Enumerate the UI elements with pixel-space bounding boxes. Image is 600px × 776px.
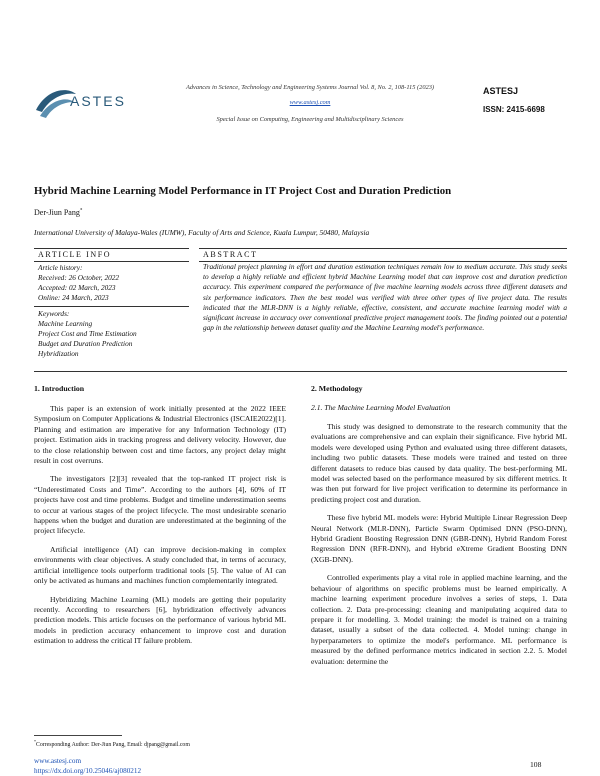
paragraph: The investigators [2][3] revealed that the top-ranked IT project risk is “Underestimated Costs and Time”. According to the authors [4], 60% of IT projects have cost and time problems. Budget and timeline underestimation seems to occur at various stages of the project lifecycle. The most undesirable scenario happens when the budget and duration are underestimated at the beginning of the project lifecycle. [34, 474, 286, 536]
abstract-heading: ABSTRACT [203, 250, 258, 259]
online-date: Online: 24 March, 2023 [38, 293, 109, 302]
keyword-item: Hybridization [38, 349, 79, 358]
footnote-text: Corresponding Author: Der-Jiun Pang, Email: djpang@gmail.com [36, 741, 190, 748]
paragraph: These five hybrid ML models were: Hybrid Multiple Linear Regression Deep Neural Network (MLR-DNN), Particle Swarm Optimised DNN (PSO-DNN), Hybrid Gradient Boosting Regression DNN (GBR-DNN), Hybrid Random Forest Regression DNN (RFR-DNN), and Hybrid eXtreme Gradient Boosting DNN (XGB-DNN). [311, 513, 567, 564]
issn-label: ISSN: 2415-6698 [483, 105, 545, 114]
abstract-text: Traditional project planning in effort and duration estimation techniques remain low to medium accurate. This study seeks to develop a highly reliable and efficient hybrid Machine Learning model that can improve cost and duration prediction accuracy. This experiment compared the performance of five machine learning models across three different datasets and six performance indicators. Then the best model was verified with three other types of live project data. The results indicated that the MLR-DNN is a highly reliable, effective, consistent, and accurate machine learning model with a significant increase in accuracy over conventional predictive project management tools. The finding pointed out a potential gap in the relationship between dataset quality and the Machine Learning model's performance. [203, 262, 567, 333]
section-heading-methodology: 2. Methodology [311, 384, 363, 393]
article-info-rule [34, 248, 189, 249]
author-name [34, 208, 82, 217]
article-info-rule-bottom [34, 261, 189, 262]
journal-brand: ASTESJ [483, 86, 519, 96]
introduction-body [34, 404, 286, 655]
journal-url-link[interactable]: www.astesj.com [289, 99, 331, 106]
methodology-body [311, 422, 567, 675]
section-divider [34, 371, 567, 372]
footnote-rule [34, 735, 122, 736]
history-label: Article history: [38, 263, 83, 272]
author-mark: * [79, 208, 83, 214]
keyword-item: Machine Learning [38, 319, 93, 328]
author-text: Der-Jiun Pang [34, 208, 80, 217]
paragraph: This paper is an extension of work initially presented at the 2022 IEEE Symposium on Computer Applications & Industrial Electronics (ISCAIE2022)[1]. Planning and estimation are imperative for any Information Technology (IT) project. Estimation aids in tracking progress and delivery velocity. However, due to the close relationship between cost and time factors, any project delay might result in cost overruns. [34, 404, 286, 466]
paragraph: Controlled experiments play a vital role in applied machine learning, and the behaviour of algorithms on specific problems must be learned empirically. A machine learning experiment procedure involves a series of steps, 1. Data collection. 2. Data pre-processing: cleaning and manipulating acquired data to prepare it for modelling. 3. Model training: the model is trained on a training dataset, usually a subset of the data collected. 4. Model tuning: change in hyperparameters to optimize the model's performance. ML performance is measured by the defined performance metrics indicated in section 2.2. 5. Model evaluation: determine the [311, 573, 567, 666]
page-number: 108 [530, 760, 542, 769]
journal-citation: Advances in Science, Technology and Engineering Systems Journal Vol. 8, No. 2, 108-115 (2023) [185, 84, 435, 91]
abstract-rule [199, 248, 567, 249]
keywords-rule [34, 306, 189, 307]
footnote-mark: * [34, 739, 36, 744]
paragraph: This study was designed to demonstrate to the research community that the evaluations are comprehensive and can explain their significance. Five hybrid ML models were developed using Python and evaluated using three different datasets, including two public datasets. These models were trained and tested on three different datasets to reduce bias caused by data quality. The best-performing ML model was selected based on the performance measured by six different metrics. It was then put forward for live project verification to determine its performance in predicting project cost and duration. [311, 422, 567, 504]
paragraph: Hybridizing Machine Learning (ML) models are getting their popularity recently. According to researchers [6], hybridization effectively advances prediction models. This article focuses on the performance of various hybrid ML models in prediction accuracy enhancement to improve cost and duration estimation to address the critical IT failure problem. [34, 594, 286, 646]
accepted-date: Accepted: 02 March, 2023 [38, 283, 116, 292]
article-info-heading: ARTICLE INFO [38, 250, 112, 259]
section-heading-introduction: 1. Introduction [34, 384, 85, 393]
corresponding-author-footnote [34, 739, 190, 748]
keywords-label: Keywords: [38, 309, 70, 318]
subsection-heading: 2.1. The Machine Learning Model Evaluation [311, 403, 451, 412]
keyword-item: Project Cost and Time Estimation [38, 329, 137, 338]
received-date: Received: 26 October, 2022 [38, 273, 120, 282]
logo-wordmark: ASTES [70, 93, 126, 109]
footer-doi-link[interactable]: https://dx.doi.org/10.25046/aj080212 [34, 767, 142, 775]
paragraph: Artificial intelligence (AI) can improve decision-making in complex environments with clear objectives. A study concluded that, in terms of accuracy, artificial intelligence tools outperform traditional tools [5]. The value of AI can only be activated as humans and machines function complementarily integrated. [34, 544, 286, 586]
keyword-item: Budget and Duration Prediction [38, 339, 133, 348]
affiliation: International University of Malaya-Wales (IUMW), Faculty of Arts and Science, Kuala Lumpur, 50480, Malaysia [34, 228, 370, 237]
paper-title: Hybrid Machine Learning Model Performance in IT Project Cost and Duration Prediction [34, 185, 452, 197]
special-issue-line: Special Issue on Computing, Engineering and Multidisciplinary Sciences [216, 116, 404, 123]
footer-journal-link[interactable]: www.astesj.com [34, 757, 82, 765]
